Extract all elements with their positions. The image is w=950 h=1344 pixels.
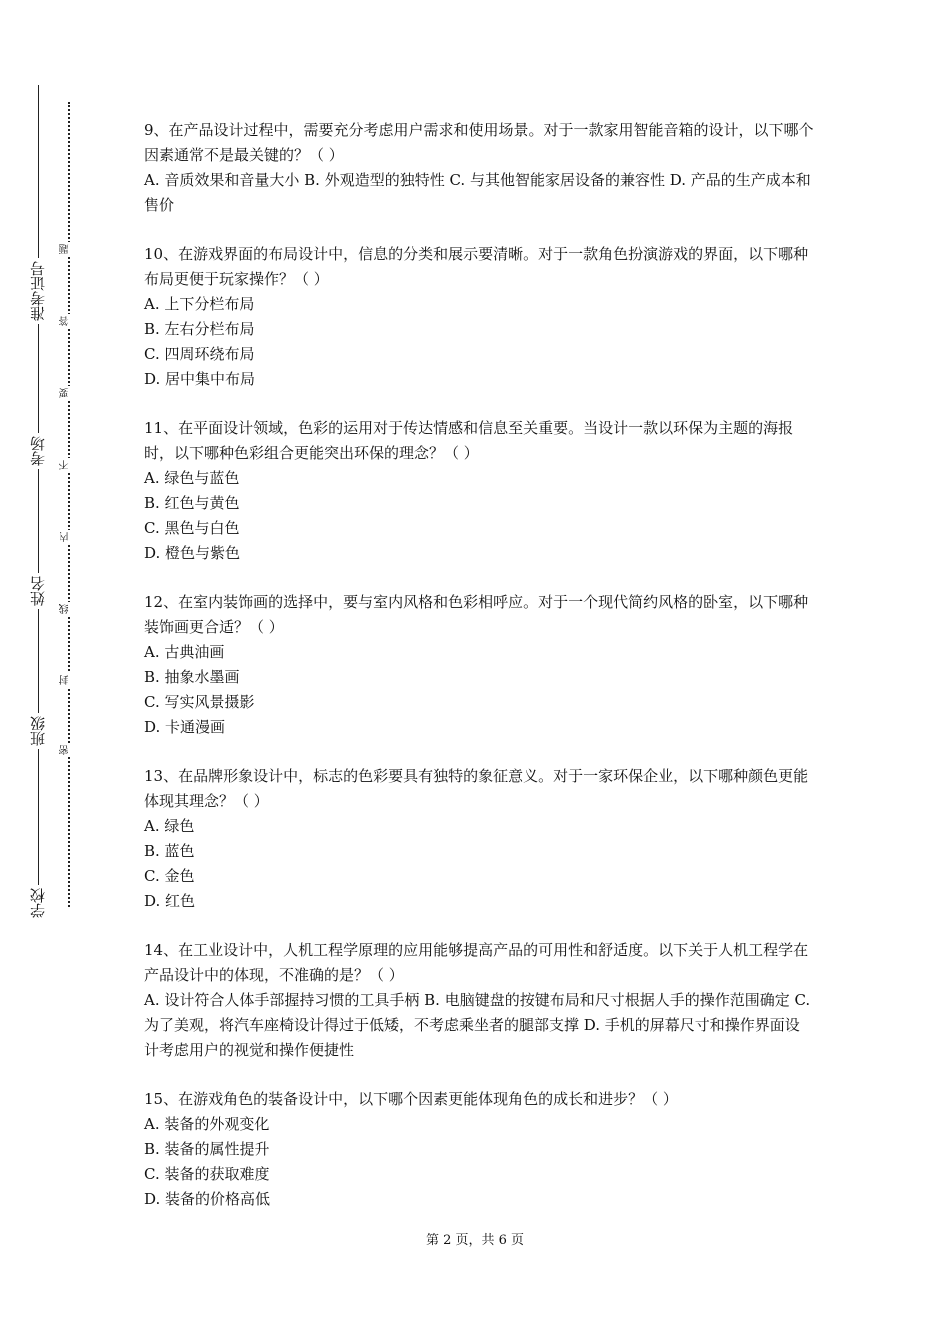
question-13 bbox=[144, 764, 814, 914]
option-d: D. 卡通漫画 bbox=[144, 718, 226, 736]
option-a: A. 上下分栏布局 bbox=[144, 295, 255, 313]
option-b: B. 红色与黄色 bbox=[144, 494, 240, 512]
page-footer: 第 2 页，共 6 页 bbox=[425, 1233, 525, 1248]
field-admission-number-label: 准考证号 bbox=[31, 258, 46, 324]
option-a: A. 装备的外观变化 bbox=[144, 1115, 270, 1133]
question-15 bbox=[144, 1087, 814, 1212]
field-exam-room-label: 考场 bbox=[31, 433, 46, 469]
question-stem: 15、在游戏角色的装备设计中，以下哪个因素更能体现角色的成长和进步？（ ） bbox=[144, 1090, 678, 1108]
binding-solid-line bbox=[38, 85, 39, 915]
question-list bbox=[144, 118, 814, 1236]
option-c: C. 四周环绕布局 bbox=[144, 345, 255, 363]
question-options: A. 设计符合人体手部握持习惯的工具手柄 B. 电脑键盘的按键布局和尺寸根据人手的操作范围确定 C. 为了美观，将汽车座椅设计得过于低矮，不考虑乘坐者的腿部支撑 D. 手机的屏幕尺寸和操作界面设计考虑用户的视觉和操作便捷性 bbox=[144, 991, 811, 1059]
notice-char-yao: 要 bbox=[60, 388, 71, 398]
notice-char-nei: 内 bbox=[60, 532, 71, 542]
option-d: D. 橙色与紫色 bbox=[144, 544, 241, 562]
option-b: B. 装备的属性提升 bbox=[144, 1140, 270, 1158]
notice-char-mi: 密 bbox=[60, 745, 71, 755]
notice-char-bu: 不 bbox=[60, 460, 71, 470]
question-stem: 10、在游戏界面的布局设计中，信息的分类和展示要清晰。对于一款角色扮演游戏的界面，以下哪种布局更便于玩家操作？（ ） bbox=[144, 245, 809, 288]
option-c: C. 金色 bbox=[144, 867, 195, 885]
question-stem: 12、在室内装饰画的选择中，要与室内风格和色彩相呼应。对于一个现代简约风格的卧室，以下哪种装饰画更合适？（ ） bbox=[144, 593, 809, 636]
option-c: C. 写实风景摄影 bbox=[144, 693, 255, 711]
option-b: B. 左右分栏布局 bbox=[144, 320, 255, 338]
question-options: A. 音质效果和音量大小 B. 外观造型的独特性 C. 与其他智能家居设备的兼容性 D. 产品的生产成本和售价 bbox=[144, 171, 811, 214]
question-12 bbox=[144, 590, 814, 740]
option-d: D. 装备的价格高低 bbox=[144, 1190, 271, 1208]
option-a: A. 古典油画 bbox=[144, 643, 225, 661]
field-school-label: 学校 bbox=[31, 885, 46, 921]
option-d: D. 居中集中布局 bbox=[144, 370, 256, 388]
question-9 bbox=[144, 118, 814, 218]
notice-char-da: 答 bbox=[60, 316, 71, 326]
notice-char-xian: 线 bbox=[60, 604, 71, 614]
question-stem: 13、在品牌形象设计中，标志的色彩要具有独特的象征意义。对于一家环保企业，以下哪种颜色更能体现其理念？（ ） bbox=[144, 767, 809, 810]
notice-char-ti: 题 bbox=[60, 244, 71, 254]
question-stem: 11、在平面设计领域，色彩的运用对于传达情感和信息至关重要。当设计一款以环保为主题的海报时，以下哪种色彩组合更能突出环保的理念？（ ） bbox=[144, 419, 794, 462]
field-name-label: 姓名 bbox=[31, 573, 46, 609]
question-10 bbox=[144, 242, 814, 392]
notice-char-feng: 封 bbox=[60, 675, 71, 685]
option-c: C. 黑色与白色 bbox=[144, 519, 240, 537]
question-stem: 14、在工业设计中，人机工程学原理的应用能够提高产品的可用性和舒适度。以下关于人机工程学在产品设计中的体现，不准确的是？（ ） bbox=[144, 941, 809, 984]
question-14 bbox=[144, 938, 814, 1063]
option-b: B. 蓝色 bbox=[144, 842, 195, 860]
option-c: C. 装备的获取难度 bbox=[144, 1165, 270, 1183]
question-11 bbox=[144, 416, 814, 566]
option-a: A. 绿色 bbox=[144, 817, 195, 835]
field-class-label: 班级 bbox=[31, 713, 46, 749]
option-a: A. 绿色与蓝色 bbox=[144, 469, 240, 487]
question-stem: 9、在产品设计过程中，需要充分考虑用户需求和使用场景。对于一款家用智能音箱的设计，以下哪个因素通常不是最关键的？（ ） bbox=[144, 121, 814, 164]
option-b: B. 抽象水墨画 bbox=[144, 668, 240, 686]
binding-dotted-line bbox=[68, 102, 70, 907]
option-d: D. 红色 bbox=[144, 892, 196, 910]
